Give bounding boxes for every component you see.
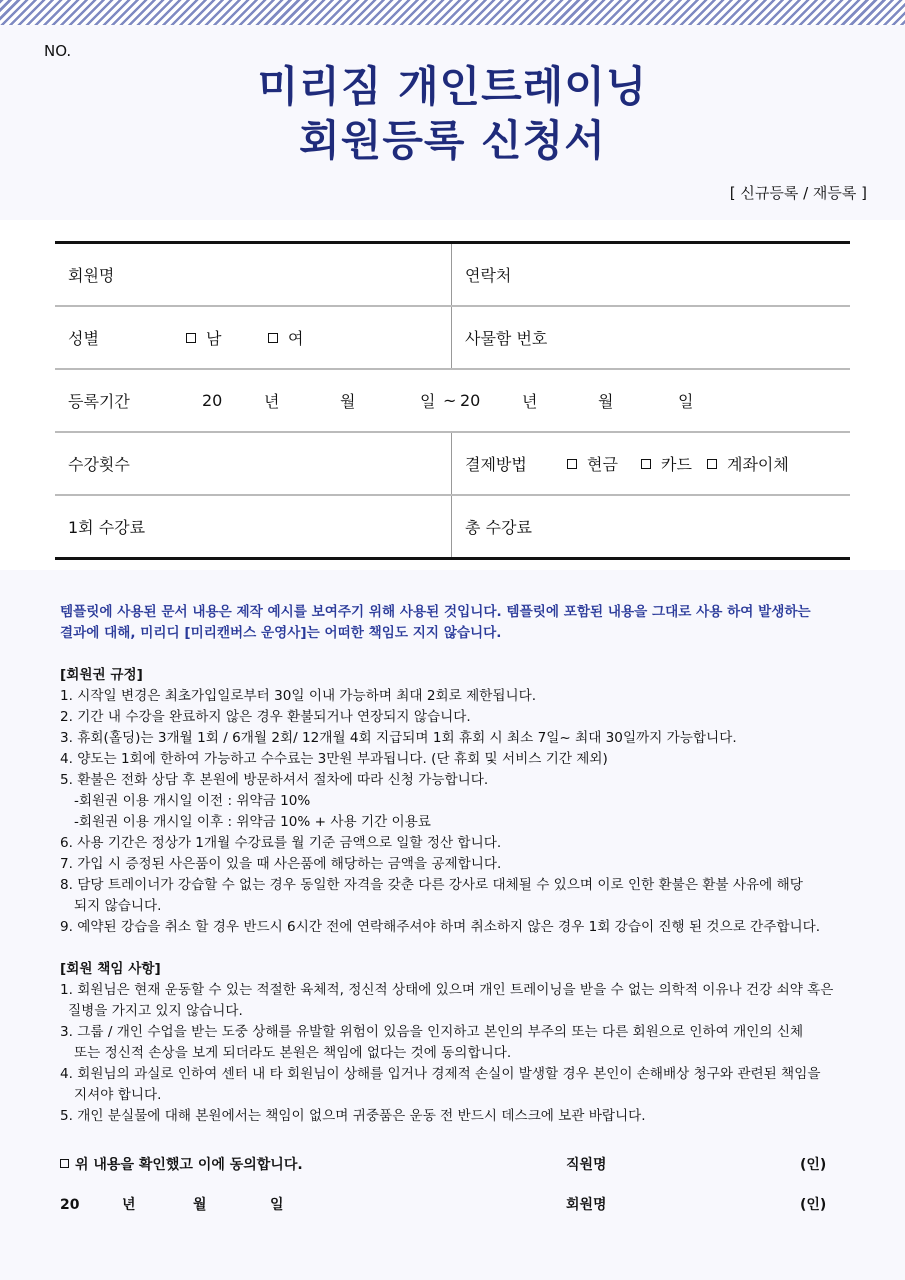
responsibility-line: 1. 회원님은 현재 운동할 수 있는 적절한 육체적, 정신적 상태에 있으며 개인 트레이닝을 받을 수 없는 의학적 이유나 건강 쇠약 혹은 [60,982,834,998]
page-subtitle: 회원등록 신청서 [299,116,606,165]
rule-line: 7. 가입 시 증정된 사은품이 있을 때 사은품에 해당하는 금액을 공제합니다. [60,856,502,872]
sign-year-prefix: 20 [60,1197,80,1213]
gender-field [55,307,452,368]
rule-line: 1. 시작일 변경은 최초가입일로부터 30일 이내 가능하며 최대 2회로 제한됩니다. [60,688,537,704]
checkbox-icon[interactable] [641,459,651,469]
male-label: 남 [206,329,222,348]
agreement-row [60,1155,830,1195]
start-year-unit: 년 [264,392,280,411]
member-seal-label: (인) [800,1197,827,1213]
rule-line: -회원권 이용 개시일 이전 : 위약금 10% [74,793,311,809]
form-row [55,496,850,557]
locker-label: 사물함 번호 [465,329,548,348]
sessions-label: 수강횟수 [68,455,130,474]
female-label: 여 [288,329,304,348]
registration-type: [ 신규등록 / 재등록 ] [729,184,867,202]
payment-card-option[interactable] [641,452,707,475]
payment-field [452,433,850,494]
page-title: 미리짐 개인트레이닝 [257,62,648,111]
fee-per-session-field[interactable] [55,496,452,557]
responsibility-line: 4. 회원님의 과실로 인하여 센터 내 타 회원님이 상해를 입거나 경제적 손실이 발생할 경우 본인이 손해배상 청구와 관련된 책임을 [60,1066,821,1082]
form-row [55,307,850,370]
range-tilde: ~ [443,391,457,410]
decorative-stripe-band [0,0,905,25]
form-row [55,370,850,433]
rule-line: -회원권 이용 개시일 이후 : 위약금 10% + 사용 기간 이용료 [74,814,431,830]
contact-label: 연락처 [465,266,512,285]
end-day-unit: 일 [678,392,694,411]
sign-year-unit: 년 [122,1197,136,1213]
checkbox-icon[interactable] [268,333,278,343]
start-day-unit: 일 [420,392,436,411]
responsibility-heading: [회원 책임 사항] [60,961,161,977]
registration-form-table [55,241,850,560]
end-year-prefix: 20 [460,391,481,410]
responsibility-line: 5. 개인 분실물에 대해 본원에서는 책임이 없으며 귀중품은 운동 전 반드시 데스크에 보관 바랍니다. [60,1108,646,1124]
transfer-label: 계좌이체 [727,455,789,474]
disclaimer-line: 결과에 대해, 미리디 [미리캔버스 운영사]는 어떠한 책임도 지지 않습니다. [60,625,502,641]
end-year-unit: 년 [522,392,538,411]
rule-line: 4. 양도는 1회에 한하여 가능하고 수수료는 3만원 부과됩니다. (단 휴회 및 서비스 기간 제외) [60,751,608,767]
rule-line: 8. 담당 트레이너가 강습할 수 없는 경우 동일한 자격을 갖춘 다른 강사로 대체될 수 있으며 이로 인한 환불은 환불 사유에 해당 [60,877,803,893]
responsibility-line: 질병을 가지고 있지 않습니다. [68,1003,243,1019]
total-fee-field[interactable] [452,496,850,557]
rules-heading: [회원권 규정] [60,667,143,683]
period-label: 등록기간 [68,392,130,411]
start-year-prefix: 20 [202,391,223,410]
staff-seal-label: (인) [800,1157,827,1173]
end-month-unit: 월 [598,392,614,411]
card-label: 카드 [661,455,692,474]
fee-per-label: 1회 수강료 [68,518,146,537]
period-field[interactable] [55,370,850,431]
checkbox-icon[interactable] [60,1159,69,1168]
rule-line: 3. 휴회(홀딩)는 3개월 1회 / 6개월 2회/ 12개월 4회 지급되며 1회 휴회 시 최소 7일~ 최대 30일까지 가능합니다. [60,730,737,746]
rule-line: 6. 사용 기간은 정상가 1개월 수강료를 월 기준 금액으로 일할 정산 합니다. [60,835,502,851]
sign-day-unit: 일 [270,1197,284,1213]
document-number-label: NO. [44,42,72,60]
rule-line: 9. 예약된 강습을 취소 할 경우 반드시 6시간 전에 연락해주셔야 하며 취소하지 않은 경우 1회 강습이 진행 된 것으로 간주합니다. [60,919,821,935]
disclaimer-line: 템플릿에 사용된 문서 내용은 제작 예시를 보여주기 위해 사용된 것입니다. 템플릿에 포함된 내용을 그대로 사용 하여 발생하는 [60,604,811,620]
payment-cash-option[interactable] [567,452,641,475]
responsibility-line: 지셔야 합니다. [74,1087,162,1103]
member-name-label: 회원명 [68,266,115,285]
gender-label: 성별 [68,329,99,348]
payment-transfer-option[interactable] [707,452,789,475]
checkbox-icon[interactable] [707,459,717,469]
agreement-label: 위 내용을 확인했고 이에 동의합니다. [75,1157,303,1173]
gender-female-option[interactable] [268,326,303,349]
checkbox-icon[interactable] [567,459,577,469]
responsibility-line: 3. 그룹 / 개인 수업을 받는 도중 상해를 유발할 위험이 있음을 인지하고 본인의 부주의 또는 다른 회원으로 인하여 개인의 신체 [60,1024,804,1040]
start-month-unit: 월 [340,392,356,411]
form-row [55,433,850,496]
date-signature-row [60,1195,830,1235]
member-name-sign-label: 회원명 [566,1197,607,1213]
member-name-field[interactable] [55,244,452,305]
contact-field[interactable] [452,244,850,305]
sessions-field[interactable] [55,433,452,494]
checkbox-icon[interactable] [186,333,196,343]
cash-label: 현금 [587,455,618,474]
payment-label: 결제방법 [465,455,527,474]
sign-month-unit: 월 [193,1197,207,1213]
agreement-checkbox[interactable] [60,1155,303,1175]
form-row [55,244,850,307]
rule-line: 5. 환불은 전화 상담 후 본원에 방문하셔서 절차에 따라 신청 가능합니다. [60,772,489,788]
staff-name-label: 직원명 [566,1157,607,1173]
rule-line: 되지 않습니다. [74,898,162,914]
gender-male-option[interactable] [186,326,268,349]
responsibility-line: 또는 정신적 손상을 보게 되더라도 본원은 책임에 없다는 것에 동의합니다. [74,1045,512,1061]
rule-line: 2. 기간 내 수강을 완료하지 않은 경우 환불되거나 연장되지 않습니다. [60,709,471,725]
total-fee-label: 총 수강료 [465,518,532,537]
locker-field[interactable] [452,307,850,368]
terms-section [60,602,860,1235]
